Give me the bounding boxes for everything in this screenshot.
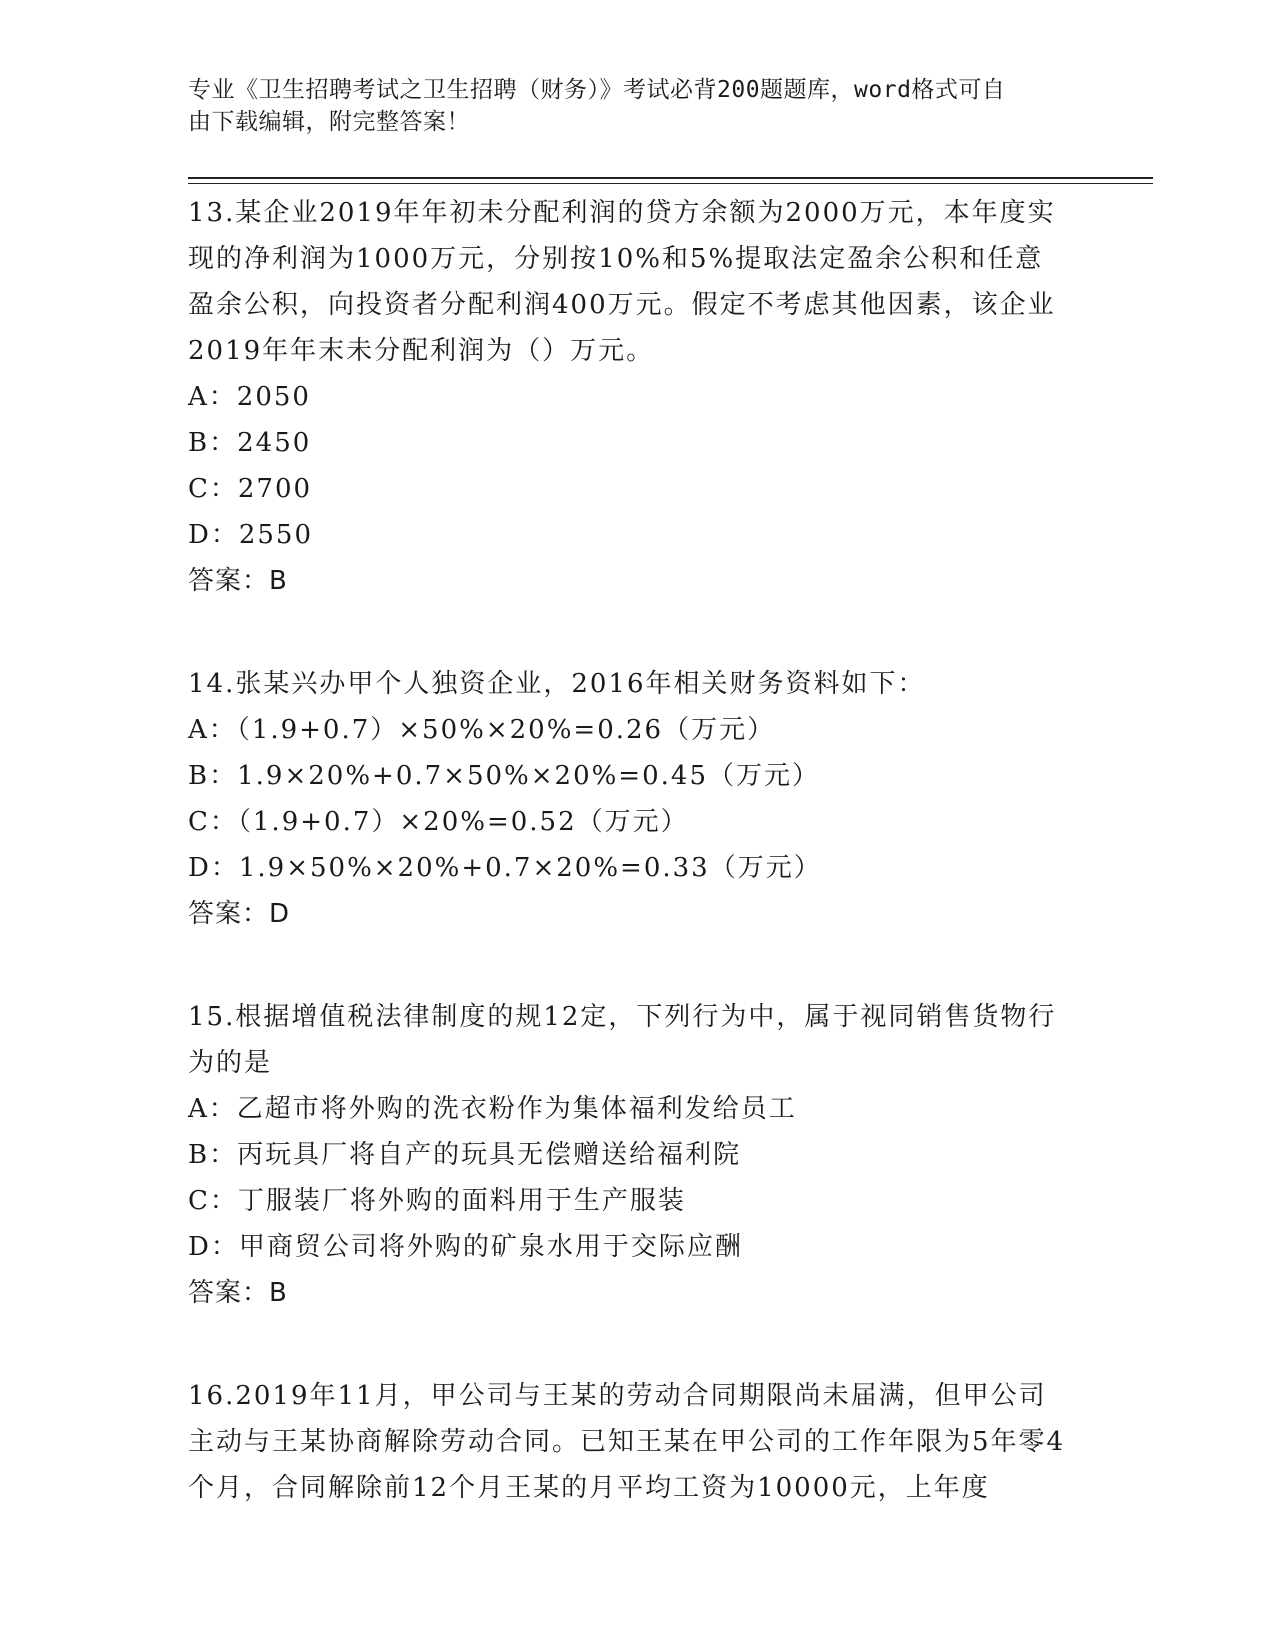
question-text: 14.张某兴办甲个人独资企业，2016年相关财务资料如下：	[188, 669, 926, 699]
option-a: A：（1.9+0.7）×50%×20%=0.26（万元）	[188, 715, 776, 745]
answer: 答案：D	[188, 899, 291, 929]
option-a: A：乙超市将外购的洗衣粉作为集体福利发给员工	[188, 1094, 797, 1124]
question-16	[188, 1373, 1068, 1511]
question-text: 16.2019年11月，甲公司与王某的劳动合同期限尚未届满，但甲公司主动与王某协商解除劳动合同。已知王某在甲公司的工作年限为5年零4个月，合同解除前12个月王某的月平均工资为10000元，上年度	[188, 1381, 1066, 1503]
header-divider-thin	[188, 183, 1153, 184]
header-divider	[188, 177, 1153, 179]
question-text: 13.某企业2019年年初未分配利润的贷方余额为2000万元，本年度实现的净利润为1000万元，分别按10%和5%提取法定盈余公积和任意盈余公积，向投资者分配利润400万元。假定不考虑其他因素，该企业2019年年末未分配利润为（）万元。	[188, 198, 1056, 366]
option-c: C：2700	[188, 474, 313, 504]
option-b: B：2450	[188, 428, 312, 458]
document-header	[188, 74, 1068, 138]
option-c: C：丁服装厂将外购的面料用于生产服装	[188, 1186, 686, 1216]
option-b: B：丙玩具厂将自产的玩具无偿赠送给福利院	[188, 1140, 742, 1170]
header-line-2: 由下载编辑，附完整答案！	[188, 109, 470, 135]
answer: 答案：B	[188, 566, 288, 596]
header-line-1: 专业《卫生招聘考试之卫生招聘（财务）》考试必背200题题库，word格式可自	[188, 77, 1006, 103]
question-15	[188, 994, 1068, 1316]
option-c: C：（1.9+0.7）×20%=0.52（万元）	[188, 807, 689, 837]
option-d: D：甲商贸公司将外购的矿泉水用于交际应酬	[188, 1232, 743, 1262]
option-d: D：2550	[188, 520, 314, 550]
question-text: 15.根据增值税法律制度的规12定，下列行为中，属于视同销售货物行为的是	[188, 1002, 1057, 1078]
answer: 答案：B	[188, 1278, 288, 1308]
question-13	[188, 190, 1068, 604]
question-list	[188, 190, 1068, 1568]
option-b: B：1.9×20%+0.7×50%×20%=0.45（万元）	[188, 761, 820, 791]
option-d: D：1.9×50%×20%+0.7×20%=0.33（万元）	[188, 853, 822, 883]
question-14	[188, 661, 1068, 937]
option-a: A：2050	[188, 382, 311, 412]
